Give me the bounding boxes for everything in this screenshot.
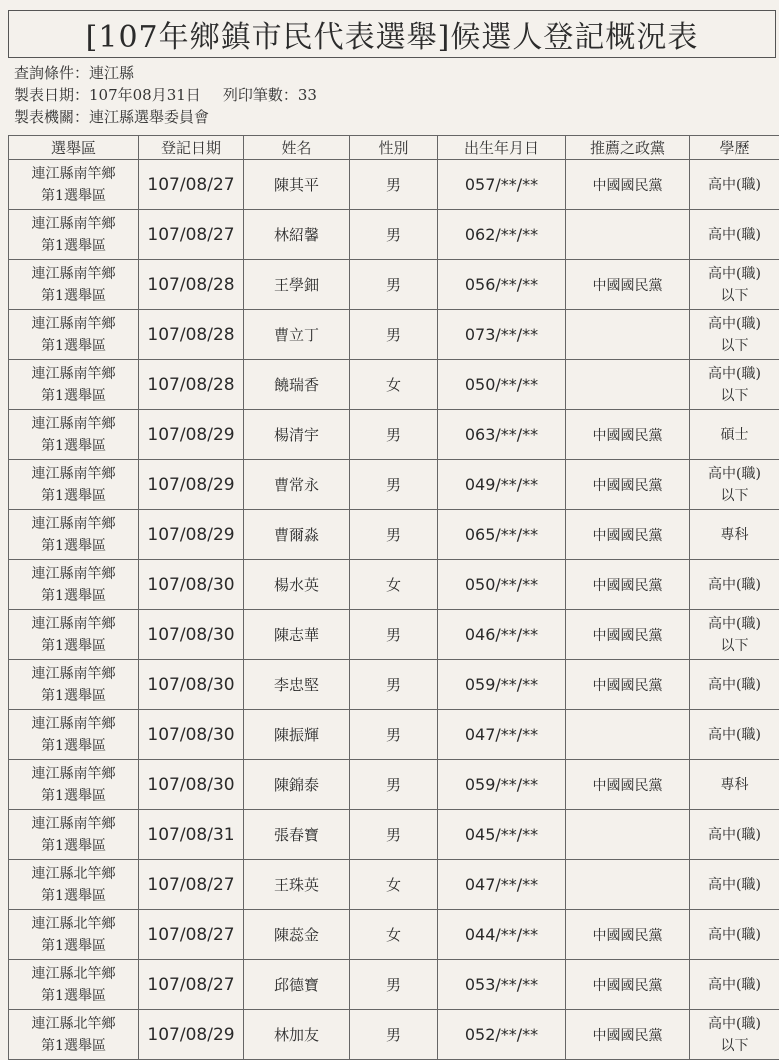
document-title: [107年鄉鎮市民代表選舉]候選人登記概況表	[8, 10, 776, 58]
cell-reg-date: 107/08/29	[139, 510, 244, 560]
cell-birth-date: 053/**/**	[438, 960, 566, 1010]
cell-party	[566, 310, 690, 360]
cell-birth-date: 063/**/**	[438, 410, 566, 460]
education-level: 高中(職)	[690, 174, 779, 196]
district-county: 連江縣南竿鄉	[9, 813, 138, 835]
cell-reg-date: 107/08/29	[139, 460, 244, 510]
cell-reg-date: 107/08/30	[139, 660, 244, 710]
cell-name: 張春寶	[244, 810, 350, 860]
cell-education	[690, 310, 779, 360]
education-qualifier: 以下	[690, 485, 779, 507]
cell-name: 李忠堅	[244, 660, 350, 710]
table-header-row	[9, 136, 779, 160]
district-county: 連江縣北竿鄉	[9, 963, 138, 985]
table-row	[9, 760, 779, 810]
district-county: 連江縣南竿鄉	[9, 363, 138, 385]
meta-line-query	[14, 62, 774, 84]
cell-gender: 男	[350, 510, 438, 560]
district-number: 第1選舉區	[9, 435, 138, 457]
cell-district	[9, 710, 139, 760]
district-county: 連江縣南竿鄉	[9, 463, 138, 485]
cell-name: 王珠英	[244, 860, 350, 910]
header-name: 姓名	[244, 136, 350, 160]
cell-party: 中國國民黨	[566, 760, 690, 810]
cell-education	[690, 410, 779, 460]
cell-district	[9, 610, 139, 660]
candidate-table	[8, 135, 779, 1060]
cell-reg-date: 107/08/28	[139, 260, 244, 310]
table-row	[9, 660, 779, 710]
cell-district	[9, 410, 139, 460]
cell-gender: 男	[350, 710, 438, 760]
cell-birth-date: 044/**/**	[438, 910, 566, 960]
education-level: 高中(職)	[690, 974, 779, 996]
education-level: 高中(職)	[690, 824, 779, 846]
cell-reg-date: 107/08/29	[139, 410, 244, 460]
cell-party: 中國國民黨	[566, 610, 690, 660]
cell-name: 林紹馨	[244, 210, 350, 260]
header-party: 推薦之政黨	[566, 136, 690, 160]
cell-reg-date: 107/08/30	[139, 760, 244, 810]
district-county: 連江縣北竿鄉	[9, 863, 138, 885]
cell-district	[9, 810, 139, 860]
cell-name: 曹立丁	[244, 310, 350, 360]
header-district: 選舉區	[9, 136, 139, 160]
cell-gender: 男	[350, 260, 438, 310]
table-row	[9, 860, 779, 910]
cell-education	[690, 860, 779, 910]
education-level: 高中(職)	[690, 724, 779, 746]
document-meta	[14, 62, 774, 128]
cell-district	[9, 560, 139, 610]
cell-name: 曹常永	[244, 460, 350, 510]
cell-party: 中國國民黨	[566, 1010, 690, 1060]
cell-party: 中國國民黨	[566, 410, 690, 460]
cell-birth-date: 059/**/**	[438, 660, 566, 710]
cell-education	[690, 1010, 779, 1060]
cell-birth-date: 047/**/**	[438, 860, 566, 910]
district-number: 第1選舉區	[9, 485, 138, 507]
table-row	[9, 810, 779, 860]
district-number: 第1選舉區	[9, 885, 138, 907]
cell-name: 陳振輝	[244, 710, 350, 760]
district-number: 第1選舉區	[9, 235, 138, 257]
cell-reg-date: 107/08/30	[139, 560, 244, 610]
cell-name: 林加友	[244, 1010, 350, 1060]
district-number: 第1選舉區	[9, 735, 138, 757]
education-level: 碩士	[690, 424, 779, 446]
cell-reg-date: 107/08/28	[139, 360, 244, 410]
education-level: 專科	[690, 524, 779, 546]
education-level: 高中(職)	[690, 224, 779, 246]
cell-gender: 男	[350, 310, 438, 360]
cell-party	[566, 710, 690, 760]
district-county: 連江縣北竿鄉	[9, 913, 138, 935]
cell-education	[690, 960, 779, 1010]
cell-party: 中國國民黨	[566, 260, 690, 310]
report-agency: 製表機關：連江縣選舉委員會	[14, 108, 209, 126]
cell-birth-date: 073/**/**	[438, 310, 566, 360]
cell-gender: 男	[350, 810, 438, 860]
cell-birth-date: 050/**/**	[438, 560, 566, 610]
education-qualifier: 以下	[690, 385, 779, 407]
cell-gender: 女	[350, 910, 438, 960]
header-reg-date: 登記日期	[139, 136, 244, 160]
cell-education	[690, 760, 779, 810]
cell-party: 中國國民黨	[566, 460, 690, 510]
education-qualifier: 以下	[690, 285, 779, 307]
cell-district	[9, 310, 139, 360]
education-qualifier: 以下	[690, 1035, 779, 1057]
table-row	[9, 510, 779, 560]
cell-birth-date: 065/**/**	[438, 510, 566, 560]
cell-birth-date: 052/**/**	[438, 1010, 566, 1060]
table-row	[9, 560, 779, 610]
district-county: 連江縣南竿鄉	[9, 313, 138, 335]
cell-district	[9, 860, 139, 910]
cell-party	[566, 360, 690, 410]
education-level: 高中(職)	[690, 613, 779, 635]
cell-birth-date: 046/**/**	[438, 610, 566, 660]
cell-birth-date: 050/**/**	[438, 360, 566, 410]
cell-party	[566, 210, 690, 260]
cell-education	[690, 160, 779, 210]
table-row	[9, 310, 779, 360]
cell-reg-date: 107/08/27	[139, 910, 244, 960]
district-number: 第1選舉區	[9, 635, 138, 657]
district-number: 第1選舉區	[9, 835, 138, 857]
cell-reg-date: 107/08/30	[139, 610, 244, 660]
table-row	[9, 410, 779, 460]
district-county: 連江縣南竿鄉	[9, 713, 138, 735]
cell-reg-date: 107/08/27	[139, 160, 244, 210]
cell-party: 中國國民黨	[566, 910, 690, 960]
cell-party: 中國國民黨	[566, 160, 690, 210]
cell-gender: 男	[350, 460, 438, 510]
cell-education	[690, 710, 779, 760]
cell-birth-date: 049/**/**	[438, 460, 566, 510]
header-birth-date: 出生年月日	[438, 136, 566, 160]
meta-line-agency	[14, 106, 774, 128]
cell-birth-date: 056/**/**	[438, 260, 566, 310]
cell-party: 中國國民黨	[566, 660, 690, 710]
district-number: 第1選舉區	[9, 335, 138, 357]
cell-birth-date: 057/**/**	[438, 160, 566, 210]
cell-district	[9, 260, 139, 310]
table-row	[9, 960, 779, 1010]
cell-reg-date: 107/08/27	[139, 960, 244, 1010]
meta-line-date	[14, 84, 774, 106]
report-date: 製表日期：107年08月31日	[14, 86, 201, 104]
cell-party: 中國國民黨	[566, 560, 690, 610]
cell-district	[9, 760, 139, 810]
cell-gender: 男	[350, 410, 438, 460]
district-county: 連江縣南竿鄉	[9, 413, 138, 435]
cell-gender: 男	[350, 210, 438, 260]
cell-education	[690, 660, 779, 710]
education-level: 高中(職)	[690, 924, 779, 946]
district-county: 連江縣南竿鄉	[9, 663, 138, 685]
cell-education	[690, 210, 779, 260]
education-level: 高中(職)	[690, 674, 779, 696]
education-level: 高中(職)	[690, 1013, 779, 1035]
cell-reg-date: 107/08/30	[139, 710, 244, 760]
cell-education	[690, 560, 779, 610]
table-row	[9, 260, 779, 310]
education-qualifier: 以下	[690, 635, 779, 657]
cell-reg-date: 107/08/28	[139, 310, 244, 360]
table-row	[9, 460, 779, 510]
cell-birth-date: 059/**/**	[438, 760, 566, 810]
cell-name: 楊清宇	[244, 410, 350, 460]
district-county: 連江縣北竿鄉	[9, 1013, 138, 1035]
cell-party	[566, 810, 690, 860]
education-level: 高中(職)	[690, 363, 779, 385]
cell-education	[690, 360, 779, 410]
table-body	[9, 160, 779, 1060]
table-row	[9, 710, 779, 760]
district-county: 連江縣南竿鄉	[9, 613, 138, 635]
table-row	[9, 910, 779, 960]
education-level: 高中(職)	[690, 313, 779, 335]
cell-gender: 男	[350, 1010, 438, 1060]
cell-birth-date: 047/**/**	[438, 710, 566, 760]
cell-district	[9, 160, 139, 210]
cell-name: 曹爾淼	[244, 510, 350, 560]
cell-education	[690, 460, 779, 510]
cell-district	[9, 660, 139, 710]
cell-district	[9, 910, 139, 960]
district-county: 連江縣南竿鄉	[9, 163, 138, 185]
table-row	[9, 360, 779, 410]
cell-party: 中國國民黨	[566, 510, 690, 560]
cell-name: 陳錦泰	[244, 760, 350, 810]
district-county: 連江縣南竿鄉	[9, 263, 138, 285]
table-row	[9, 160, 779, 210]
cell-gender: 女	[350, 560, 438, 610]
education-level: 高中(職)	[690, 574, 779, 596]
district-county: 連江縣南竿鄉	[9, 563, 138, 585]
district-number: 第1選舉區	[9, 935, 138, 957]
cell-birth-date: 045/**/**	[438, 810, 566, 860]
district-number: 第1選舉區	[9, 585, 138, 607]
education-level: 高中(職)	[690, 463, 779, 485]
cell-education	[690, 610, 779, 660]
district-county: 連江縣南竿鄉	[9, 213, 138, 235]
cell-name: 楊水英	[244, 560, 350, 610]
cell-education	[690, 910, 779, 960]
table-row	[9, 610, 779, 660]
query-condition: 查詢條件：連江縣	[14, 64, 134, 82]
cell-birth-date: 062/**/**	[438, 210, 566, 260]
education-level: 專科	[690, 774, 779, 796]
education-level: 高中(職)	[690, 874, 779, 896]
district-county: 連江縣南竿鄉	[9, 513, 138, 535]
cell-gender: 男	[350, 760, 438, 810]
district-number: 第1選舉區	[9, 1035, 138, 1057]
cell-name: 王學鈿	[244, 260, 350, 310]
district-number: 第1選舉區	[9, 535, 138, 557]
cell-reg-date: 107/08/27	[139, 210, 244, 260]
cell-gender: 女	[350, 860, 438, 910]
cell-name: 陳志華	[244, 610, 350, 660]
cell-name: 邱德寶	[244, 960, 350, 1010]
cell-name: 陳其平	[244, 160, 350, 210]
record-count: 列印筆數：33	[223, 86, 317, 104]
cell-name: 饒瑞香	[244, 360, 350, 410]
district-number: 第1選舉區	[9, 685, 138, 707]
cell-reg-date: 107/08/29	[139, 1010, 244, 1060]
cell-district	[9, 1010, 139, 1060]
cell-district	[9, 510, 139, 560]
cell-gender: 男	[350, 660, 438, 710]
district-number: 第1選舉區	[9, 385, 138, 407]
header-gender: 性別	[350, 136, 438, 160]
cell-education	[690, 510, 779, 560]
cell-education	[690, 810, 779, 860]
cell-gender: 男	[350, 160, 438, 210]
district-number: 第1選舉區	[9, 185, 138, 207]
cell-party: 中國國民黨	[566, 960, 690, 1010]
cell-gender: 男	[350, 610, 438, 660]
cell-district	[9, 460, 139, 510]
table-row	[9, 1010, 779, 1060]
table-row	[9, 210, 779, 260]
cell-district	[9, 960, 139, 1010]
district-number: 第1選舉區	[9, 985, 138, 1007]
cell-name: 陳蕊金	[244, 910, 350, 960]
district-number: 第1選舉區	[9, 785, 138, 807]
education-level: 高中(職)	[690, 263, 779, 285]
cell-reg-date: 107/08/27	[139, 860, 244, 910]
education-qualifier: 以下	[690, 335, 779, 357]
cell-reg-date: 107/08/31	[139, 810, 244, 860]
cell-gender: 男	[350, 960, 438, 1010]
district-number: 第1選舉區	[9, 285, 138, 307]
cell-district	[9, 210, 139, 260]
cell-district	[9, 360, 139, 410]
header-education: 學歷	[690, 136, 779, 160]
cell-gender: 女	[350, 360, 438, 410]
district-county: 連江縣南竿鄉	[9, 763, 138, 785]
cell-education	[690, 260, 779, 310]
cell-party	[566, 860, 690, 910]
